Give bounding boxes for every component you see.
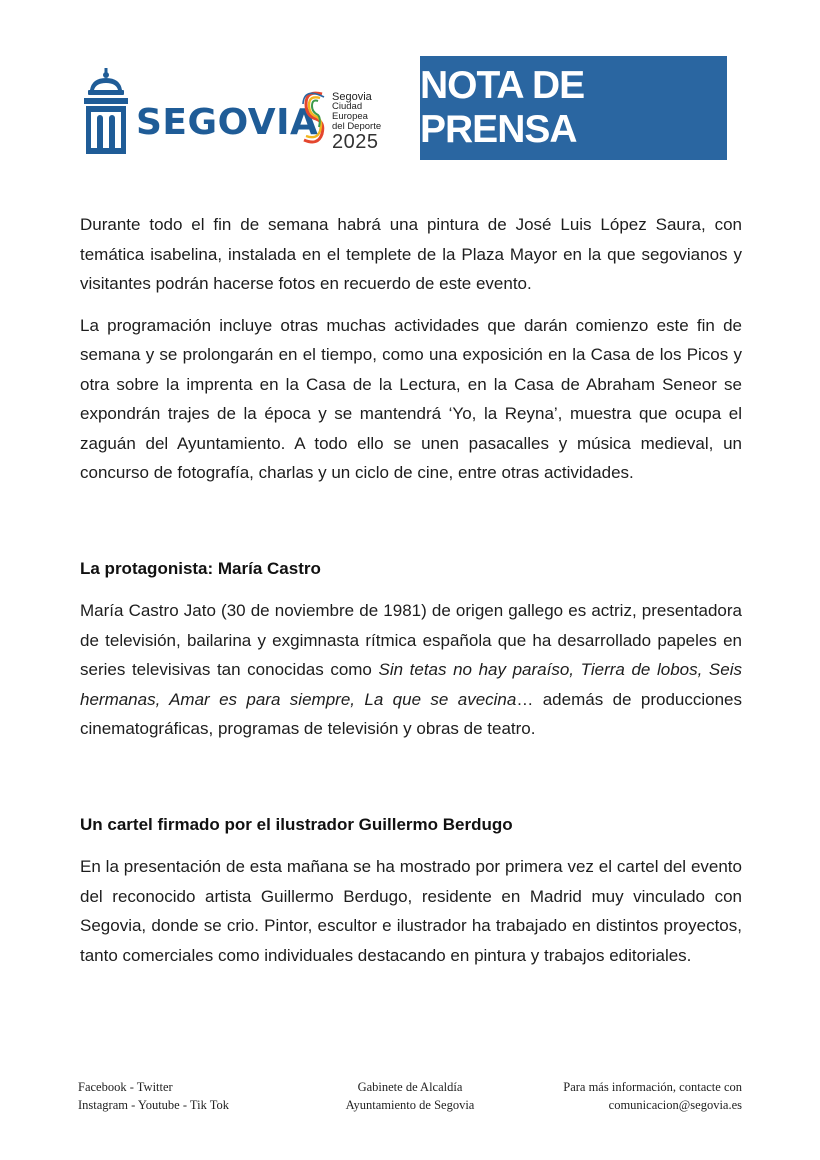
- paragraph-2: La programación incluye otras muchas actividades que darán comienzo este fin de semana y se prolongarán en el tiempo, como una exposición en la Casa de los Picos y otra sobre la imprenta en la Casa de la Lectura, en la Casa de Abraham Seneor se expondrán trajes de la época y se mantendrá ‘Yo, la Reyna’, muestra que ocupa el zaguán del Ayuntamiento. A todo ello se unen pasacalles y música medieval, un concurso de fotografía, charlas y un ciclo de cine, entre otras actividades.: [80, 315, 742, 482]
- footer-social-line2: Instagram - Youtube - Tik Tok: [78, 1098, 229, 1112]
- paragraph-3-series-titles: Sin tetas no hay paraíso, Tierra de lobos, Seis hermanas, Amar es para siempre, La que se avecina: [80, 660, 742, 709]
- footer-social-line1: Facebook - Twitter: [78, 1080, 173, 1094]
- paragraph-3: [80, 596, 742, 744]
- footer: [78, 1078, 742, 1118]
- article-body: [80, 210, 742, 970]
- section-heading-maria-castro: La protagonista: María Castro: [80, 558, 321, 578]
- section-heading-poster: Un cartel firmado por el ilustrador Guillermo Berdugo: [80, 814, 513, 834]
- paragraph-3-text-b: … además de producciones cinematográficas, programas de televisión y obras de teatro.: [80, 689, 742, 738]
- segovia-crest-icon: [82, 68, 130, 154]
- european-city-text: [332, 92, 400, 152]
- segovia-logo-text: SEGOVIA: [136, 102, 319, 143]
- ec-line3: del Deporte: [332, 121, 382, 132]
- footer-contact-email[interactable]: comunicacion@segovia.es: [608, 1098, 742, 1112]
- footer-contact-line1: Para más información, contacte con: [563, 1080, 742, 1094]
- ec-line1: Segovia: [332, 91, 372, 103]
- segovia-logo: [82, 68, 319, 158]
- ec-year: 2025: [332, 131, 379, 153]
- press-release-title: NOTA DE PRENSA: [420, 64, 585, 151]
- footer-office-line1: Gabinete de Alcaldía: [357, 1080, 463, 1094]
- paragraph-4: En la presentación de esta mañana se ha mostrado por primera vez el cartel del evento del reconocido artista Guillermo Berdugo, residente en Madrid muy vinculado con Segovia, donde se crio. Pintor, escultor e ilustrador ha trabajado en distintos proyectos, tanto comerciales como individuales destacando en pintura y trabajos editoriales.: [80, 857, 742, 965]
- swirl-s-icon: [300, 88, 328, 148]
- press-release-banner: [420, 56, 727, 160]
- footer-contact: [563, 1078, 742, 1114]
- paragraph-1: Durante todo el fin de semana habrá una pintura de José Luis López Saura, con temática isabelina, instalada en el templete de la Plaza Mayor en la que segovianos y visitantes podrán hacerse fotos en recuerdo de este evento.: [80, 215, 742, 293]
- header: [0, 0, 820, 170]
- footer-office-line2: Ayuntamiento de Segovia: [345, 1098, 475, 1112]
- paragraph-3-text-a: María Castro Jato (30 de noviembre de 1981) de origen gallego es actriz, presentadora de televisión, bailarina y exgimnasta rítmica española que ha desarrollado papeles en series televisivas tan conocidas como: [80, 601, 742, 679]
- european-city-sport-logo: [300, 88, 400, 153]
- ec-line2: Ciudad Europea: [332, 101, 368, 122]
